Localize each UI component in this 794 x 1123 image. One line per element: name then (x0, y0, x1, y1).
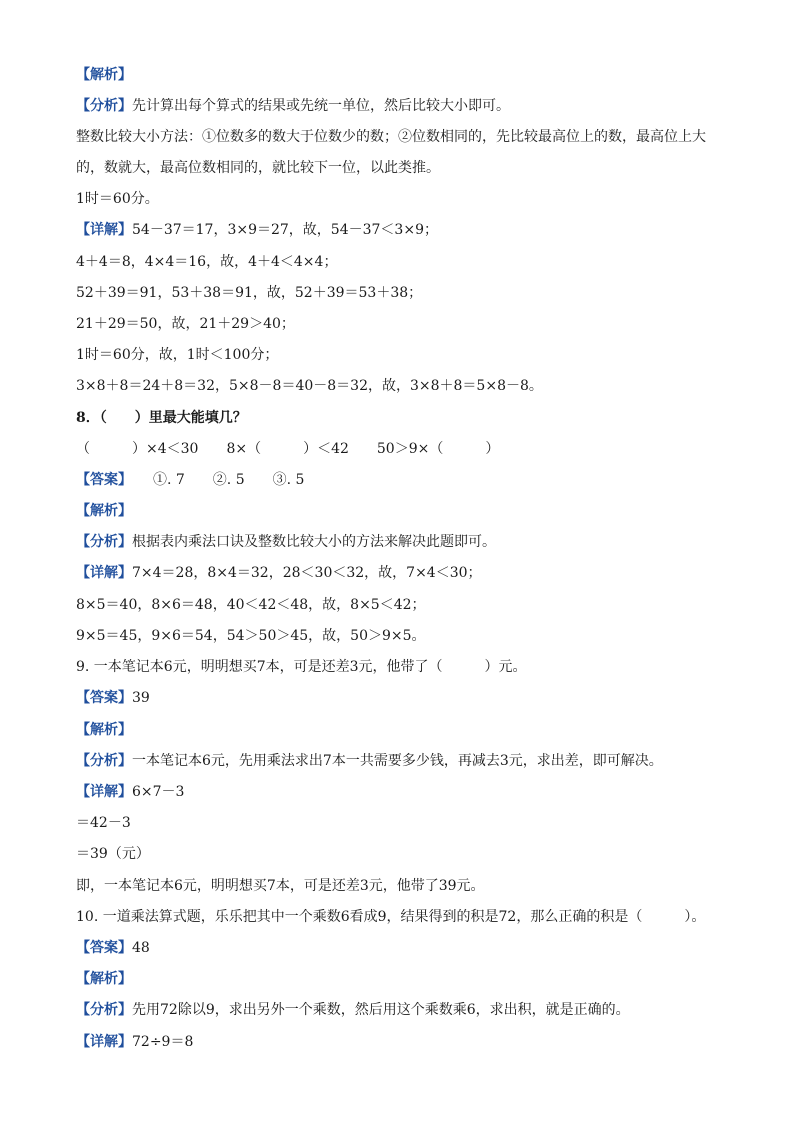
line-text: 8．（ ）里最大能填几？ (76, 410, 247, 426)
text-line (76, 96, 734, 116)
text-line (76, 844, 734, 864)
line-text: 即，一本笔记本6元，明明想买7本，可是还差3元，他带了39元。 (76, 878, 485, 894)
section-tag: 【分析】 (76, 1002, 132, 1018)
section-tag: 【解析】 (76, 722, 132, 738)
section-tag: 【分析】 (76, 753, 132, 769)
section-tag: 【详解】 (76, 222, 132, 238)
text-line (76, 688, 734, 708)
line-text: 3×8＋8＝24＋8＝32，5×8－8＝40－8＝32，故，3×8＋8＝5×8－8。 (76, 378, 543, 394)
section-tag: 【答案】 (76, 690, 132, 706)
line-text: 9×5＝45，9×6＝54，54＞50＞45，故，50＞9×5。 (76, 628, 426, 644)
text-line (76, 408, 734, 428)
text-line (76, 158, 734, 178)
line-text: 4＋4＝8，4×4＝16，故，4＋4＜4×4； (76, 254, 338, 270)
section-tag: 【答案】 (76, 472, 125, 488)
text-line (76, 595, 734, 615)
text-line (76, 501, 734, 521)
line-text: 一本笔记本6元，先用乘法求出7本一共需要多少钱，再减去3元，求出差，即可解决。 (132, 753, 663, 769)
line-text: ＝39（元） (76, 846, 150, 862)
line-text: 先计算出每个算式的结果或先统一单位，然后比较大小即可。 (132, 98, 510, 114)
text-line (76, 470, 734, 490)
line-text: 根据表内乘法口诀及整数比较大小的方法来解决此题即可。 (132, 534, 496, 550)
text-line (76, 626, 734, 646)
line-text: 48 (132, 940, 150, 956)
text-line (76, 876, 734, 896)
text-line (76, 439, 734, 459)
line-text: 先用72除以9，求出另外一个乘数，然后用这个乘数乘6，求出积，就是正确的。 (132, 1002, 630, 1018)
line-text: 10. 一道乘法算式题，乐乐把其中一个乘数6看成9，结果得到的积是72，那么正确的积是（ ）。 (76, 909, 706, 925)
line-text: 9. 一本笔记本6元，明明想买7本，可是还差3元，他带了（ ）元。 (76, 659, 527, 675)
section-tag: 【解析】 (76, 503, 132, 519)
section-tag: 【解析】 (76, 67, 132, 83)
text-line (76, 563, 734, 583)
text-line (76, 907, 734, 927)
line-text: 52＋39＝91，53＋38＝91，故，52＋39＝53＋38； (76, 285, 423, 301)
text-line (76, 969, 734, 989)
line-text: 8×5＝40，8×6＝48，40＜42＜48，故，8×5＜42； (76, 597, 426, 613)
line-text: ＝42－3 (76, 815, 131, 831)
text-line (76, 220, 734, 240)
section-tag: 【分析】 (76, 98, 132, 114)
line-text: 的，数就大，最高位数相同的，就比较下一位，以此类推。 (76, 160, 440, 176)
section-tag: 【详解】 (76, 1034, 132, 1050)
line-text: 6×7－3 (132, 784, 185, 800)
text-line (76, 657, 734, 677)
line-text: 整数比较大小方法：①位数多的数大于位数少的数；②位数相同的，先比较最高位上的数，最高位上大 (76, 129, 706, 145)
line-text: 1时＝60分。 (76, 191, 159, 207)
text-line (76, 189, 734, 209)
text-line (76, 532, 734, 552)
text-line (76, 314, 734, 334)
section-tag: 【详解】 (76, 784, 132, 800)
line-text: 54－37＝17，3×9＝27，故，54－37＜3×9； (132, 222, 438, 238)
line-text: 7×4＝28，8×4＝32，28＜30＜32，故，7×4＜30； (132, 565, 482, 581)
section-tag: 【详解】 (76, 565, 132, 581)
text-line (76, 782, 734, 802)
line-text: 39 (132, 690, 150, 706)
text-line (76, 376, 734, 396)
section-tag: 【解析】 (76, 971, 132, 987)
text-line (76, 720, 734, 740)
text-line (76, 1032, 734, 1052)
text-line (76, 751, 734, 771)
line-text: 1时＝60分，故，1时＜100分； (76, 347, 279, 363)
text-line (76, 938, 734, 958)
text-line (76, 813, 734, 833)
text-line (76, 1000, 734, 1020)
section-tag: 【分析】 (76, 534, 132, 550)
text-line (76, 65, 734, 85)
text-line (76, 127, 734, 147)
line-text: 72÷9＝8 (132, 1034, 194, 1050)
line-text: 21＋29＝50，故，21＋29＞40； (76, 316, 295, 332)
line-text: （ ）×4＜30 8×（ ）＜42 50＞9×（ ） (76, 441, 500, 457)
text-line (76, 252, 734, 272)
text-line (76, 283, 734, 303)
line-text: ①. 7 ②. 5 ③. 5 (125, 472, 305, 488)
section-tag: 【答案】 (76, 940, 132, 956)
text-line (76, 345, 734, 365)
